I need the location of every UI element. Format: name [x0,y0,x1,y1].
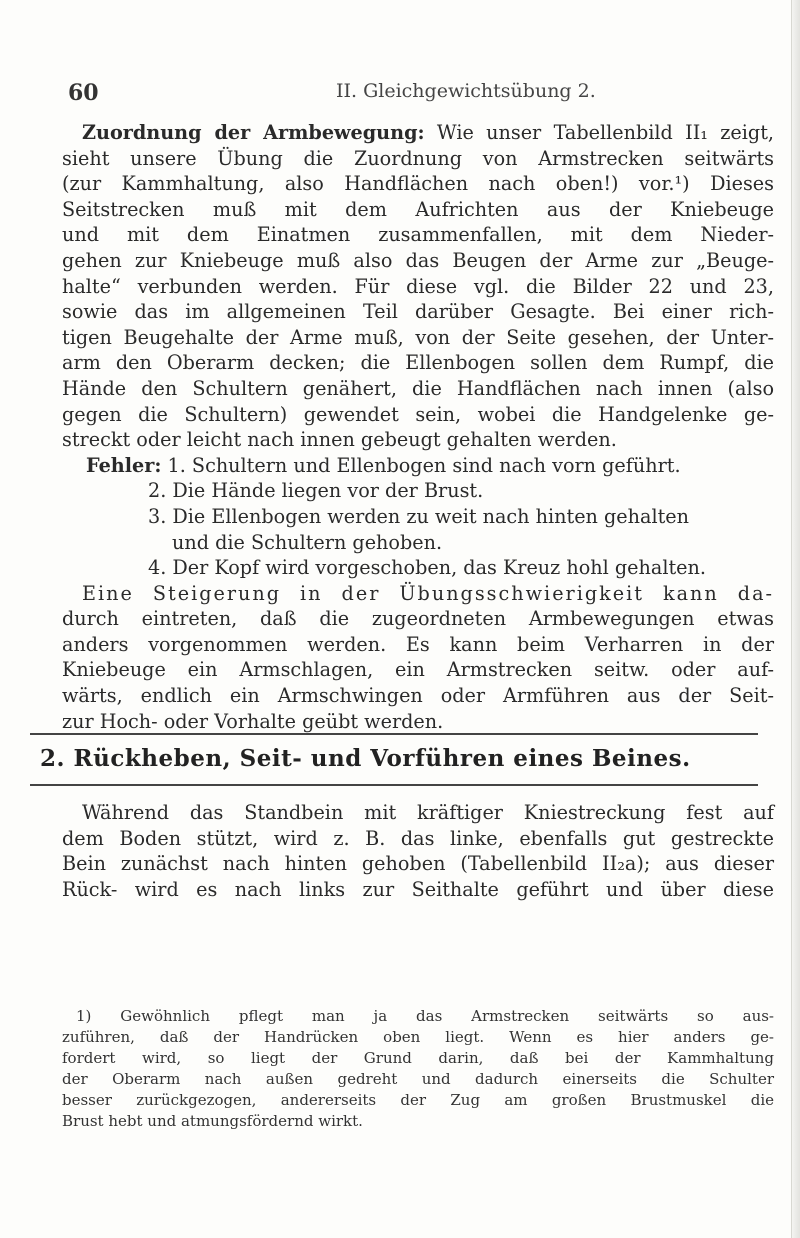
footnote-line: der Oberarm nach außen gedreht und dadurch einerseits die Schulter [62,1070,774,1088]
page-number: 60 [68,80,99,106]
page-header [68,80,768,106]
faults-line: Fehler: 1. Schultern und Ellenbogen sind nach vorn geführt. [86,453,681,477]
paragraph-line: sowie das im allgemeinen Teil darüber Gesagte. Bei einer rich- [62,300,774,324]
paragraph-line: Zuordnung der Armbewegung: Wie unser Tabellenbild II₁ zeigt, [82,121,775,144]
page-edge [791,0,800,1238]
paragraph-line: Rück- wird es nach links zur Seithalte geführt und über diese [62,877,774,901]
faults-item: und die Schultern gehoben. [172,530,443,554]
faults-item: 4. Der Kopf wird vorgeschoben, das Kreuz hohl gehalten. [148,556,706,580]
section-rule-top [30,733,758,735]
paragraph-line: tigen Beugehalte der Arme muß, von der Seite gesehen, der Unter- [62,325,774,349]
paragraph-line: gehen zur Kniebeuge muß also das Beugen der Arme zur „Beuge- [62,248,774,272]
paragraph-line: Bein zunächst nach hinten gehoben (Tabellenbild II₂a); aus dieser [62,852,774,876]
faults-item: 2. Die Hände liegen vor der Brust. [148,479,484,503]
paragraph-line: dem Boden stützt, wird z. B. das linke, ebenfalls gut gestreckte [62,826,774,850]
paragraph-line: anders vorgenommen werden. Es kann beim Verharren in der [62,632,774,656]
footnote-block [62,1006,774,1132]
paragraph-line: gegen die Schultern) gewendet sein, wobei die Handgelenke ge- [62,402,774,426]
paragraph-line: zur Hoch- oder Vorhalte geübt werden. [62,709,444,733]
section-heading: 2. Rückheben, Seit- und Vorführen eines Beines. [40,745,691,772]
main-text-block [62,120,774,734]
paragraph-line: und mit dem Einatmen zusammenfallen, mit dem Nieder- [62,223,774,247]
paragraph-line: Kniebeuge ein Armschlagen, ein Armstrecken seitw. oder auf- [62,658,774,682]
section-text-block [62,800,774,902]
footnote-line: 1) Gewöhnlich pflegt man ja das Armstrecken seitwärts so aus- [76,1007,774,1025]
footnote-line: zuführen, daß der Handrücken oben liegt. Wenn es hier anders ge- [62,1028,774,1046]
paragraph-line: wärts, endlich ein Armschwingen oder Armführen aus der Seit- [62,684,774,708]
paragraph-line: halte“ verbunden werden. Für diese vgl. die Bilder 22 und 23, [62,274,774,298]
faults-label: Fehler: [86,453,162,477]
running-title: II. Gleichgewichtsübung 2. [336,80,596,102]
paragraph-line: (zur Kammhaltung, also Handflächen nach oben!) vor.¹) Dieses [62,172,774,196]
paragraph-line: streckt oder leicht nach innen gebeugt gehalten werden. [62,428,617,452]
paragraph-line: sieht unsere Übung die Zuordnung von Armstrecken seitwärts [62,146,774,170]
footnote-line: Brust hebt und atmungsfördernd wirkt. [62,1112,363,1130]
paragraph-line: arm den Oberarm decken; die Ellenbogen sollen dem Rumpf, die [62,351,774,375]
paragraph-line: Hände den Schultern genähert, die Handflächen nach innen (also [62,376,774,400]
footnote-line: fordert wird, so liegt der Grund darin, daß bei der Kammhaltung [62,1049,774,1067]
paragraph-line: durch eintreten, daß die zugeordneten Armbewegungen etwas [62,607,774,631]
lead-label: Zuordnung der Armbewegung: [82,121,425,144]
paragraph-line: Während das Standbein mit kräftiger Kniestreckung fest auf [82,801,774,824]
section-rule-bottom [30,784,758,786]
footnote-line: besser zurückgezogen, andererseits der Zug am großen Brustmuskel die [62,1091,774,1109]
paragraph-line: Eine Steigerung in der Übungsschwierigkeit kann da- [82,581,774,605]
faults-item: 3. Die Ellenbogen werden zu weit nach hinten gehalten [148,504,690,528]
paragraph-line: Seitstrecken muß mit dem Aufrichten aus der Kniebeuge [62,197,774,221]
